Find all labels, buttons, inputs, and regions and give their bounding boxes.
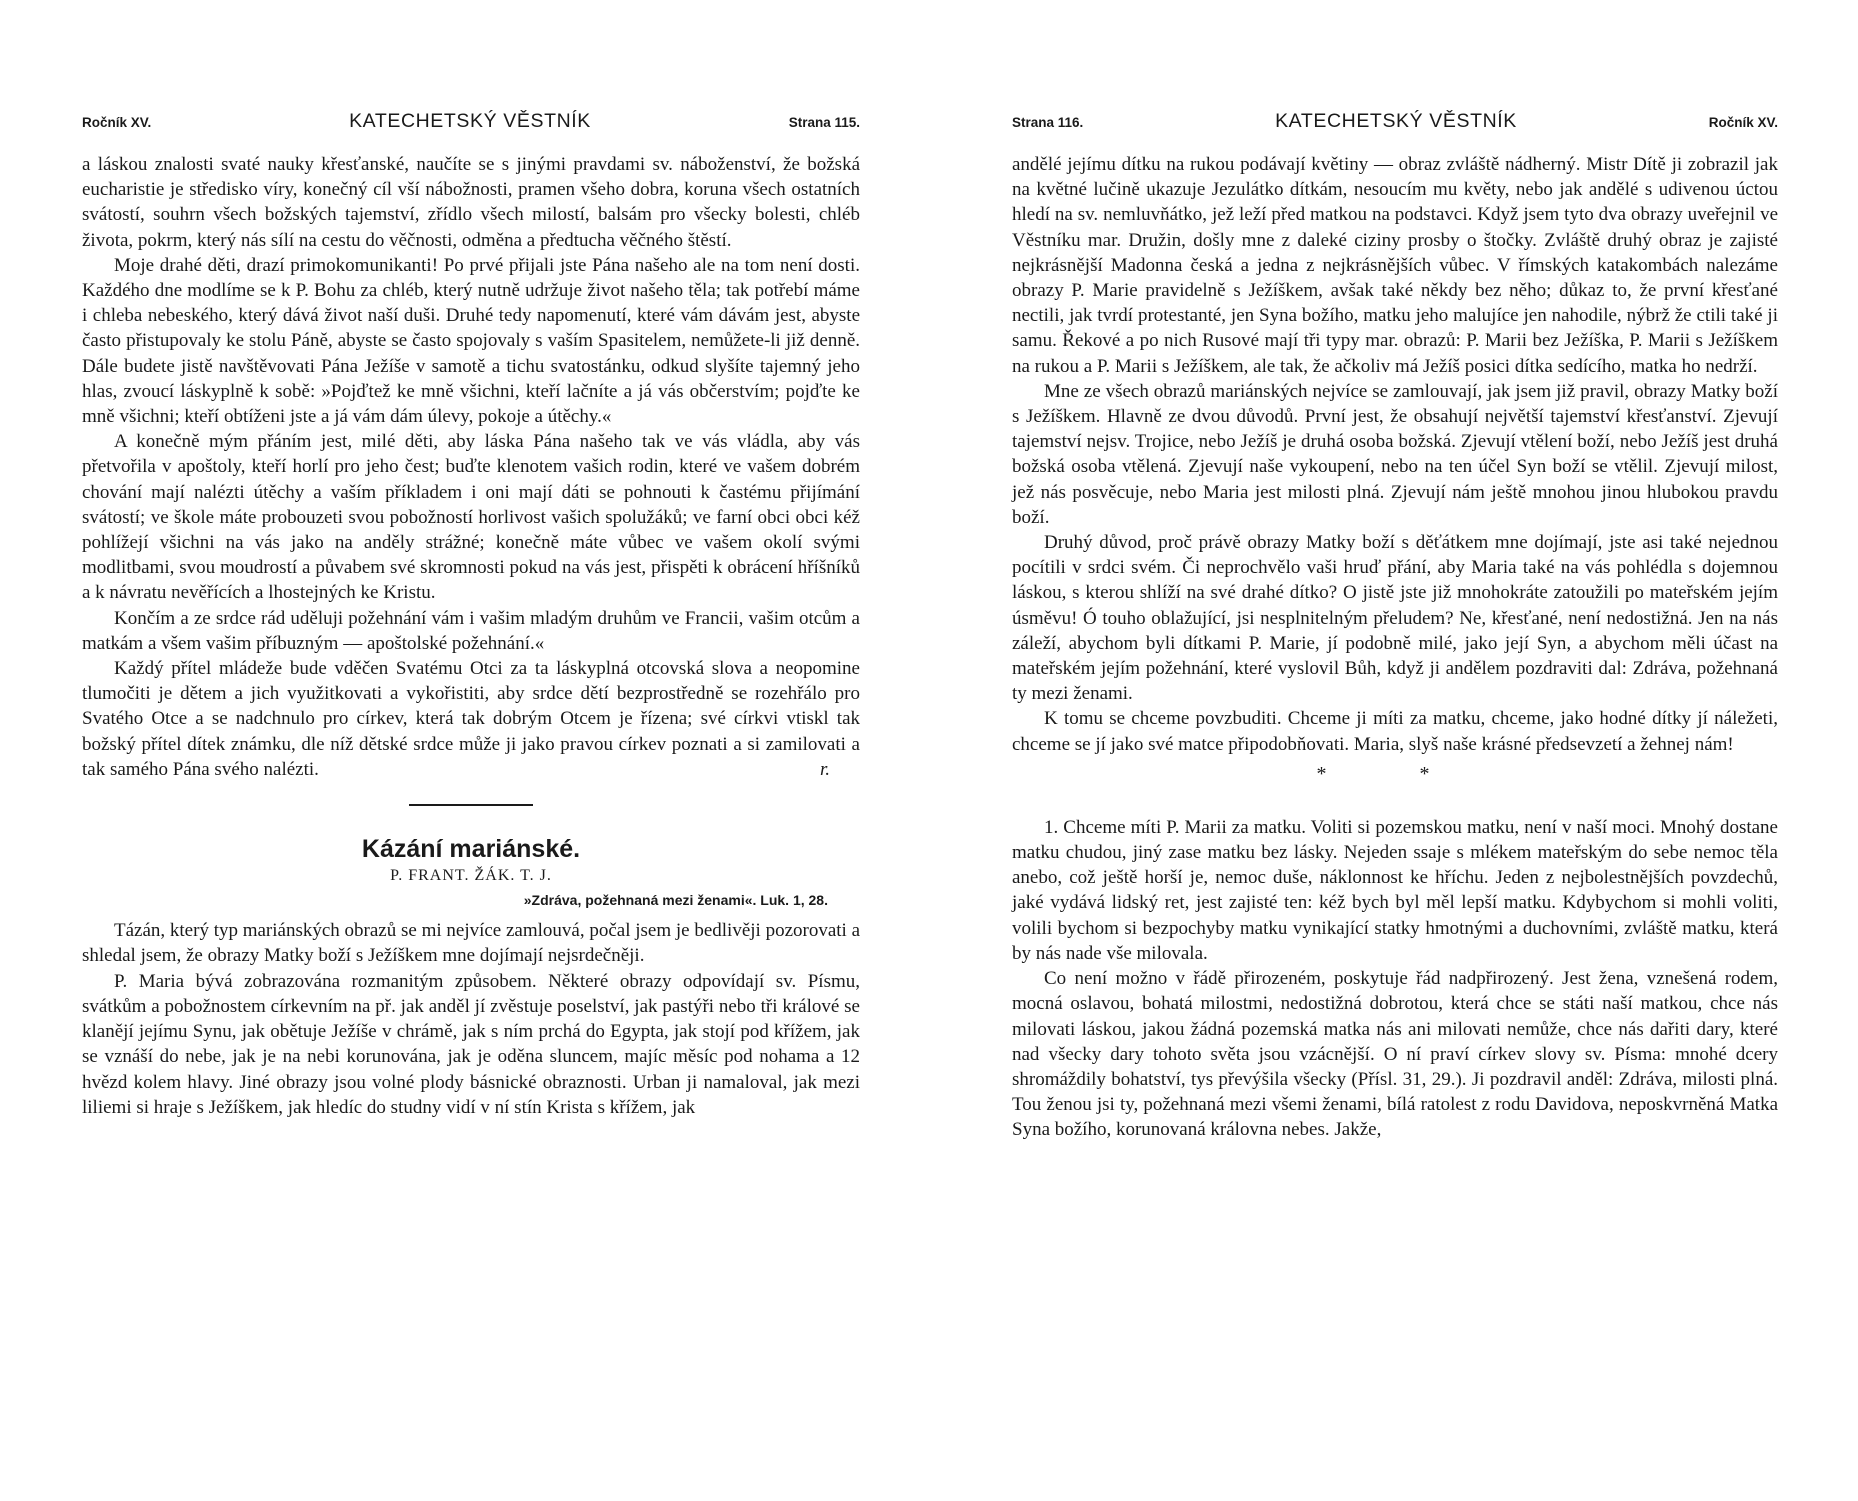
paragraph: Tázán, který typ mariánských obrazů se mi nejvíce zamlouvá, počal jsem je bedlivěji pozorovati a shledal jsem, že obrazy Matky boží s Ježíškem mne dojímají nejsrdečněji.: [82, 920, 861, 967]
paragraph: Mne ze všech obrazů mariánských nejvíce se zamlouvají, jak jsem již pravil, obrazy Matky boží s Ježíškem. Hlavně ze dvou důvodů. První jest, že obsahují největší tajemství křesťanství. Zjevují tajemství nejsv. Trojice, nebo Ježíš je druhá osoba božská. Zjevují vtělení boží, nebo Ježíš jest druhá božská osoba vtělená. Zjevují naše vykoupení, nebo na ten účel Syn boží se vtělil. Zjevují milost, jež nás posvěcuje, nebo Maria jest milosti plná. Zjevují nám ještě mnohou jinou hlubokou pravdu boží.: [1012, 380, 1778, 528]
sermon-title: Kázání mariánské.: [361, 835, 581, 864]
left-running-head: [82, 110, 860, 144]
paragraph: K tomu se chceme povzbuditi. Chceme ji míti za matku, chceme, jako hodné dítky jí náležeti, chceme se jí jako své matce připodobňovati. Maria, slyš naše krásné předsevzetí a žehnej nám!: [1012, 708, 1778, 755]
journal-title: KATECHETSKÝ VĚSTNÍK: [1275, 110, 1517, 132]
section-separator: * *: [1316, 762, 1474, 785]
paragraph: Co není možno v řádě přirozeném, poskytuje řád nadpřirozený. Jest žena, vznešená rodem, mocná oslavou, bohatá milostmi, nedostižná dobrotou, která chce se státi naší matkou, chce nás milovati láskou, jakou žádná pozemská matka nás ani milovati nemůže, chce nás dařiti dary, které nad všecky dary tohoto světa jsou vzácnější. O ní praví církev slovy sv. Písma: mnohé dcery shromáždily bohatství, tys převýšila všecky (Přísl. 31, 29.). Ji pozdravil anděl: Zdráva, milosti plná. Tou ženou jsi ty, požehnaná mezi všemi ženami, bílá ratolest z rodu Davidova, neposkvrněná Matka Syna božího, korunovaná královna nebes. Jakže,: [1012, 968, 1778, 1141]
left-page: [82, 110, 860, 1120]
sermon-author: P. FRANT. ŽÁK. T. J.: [390, 867, 552, 885]
paragraph: andělé jejímu dítku na rukou podávají květiny — obraz zvláště nádherný. Mistr Dítě ji zobrazil jak na květné lučině ukazuje Jezulátko dítkám, nesoucím mu květy, nebo jak andělé s udivenou úctou hledí na sv. nemluvňátko, jež leží před matkou na podstavci. Když jsem tyto dva obrazy uveřejnil ve Věstníku mar. Družin, došly mne z daleké ciziny prosby o štočky. Zvláště druhý obraz je zajisté nejkrásnější Madonna česká a jedna z nejkrásnějších vůbec. V římských katakombách nalezáme obrazy P. Marie pravidelně s Ježíškem, avšak také někdy bez něho; důkaz to, že první křesťané nectili, jak tvrdí protestanté, jen Syna božího, matku jeho malujíce jen nahodile, nýbrž že ctili také ji samu. Řekové a po nich Rusové mají tři typy mar. obrazů: P. Marii bez Ježíška, P. Marii s Ježíškem na rukou a P. Marii s Ježíškem, ale tak, že ačkoliv má Ježíš posici dítka sedícího, matka ho nedrží.: [1012, 154, 1778, 377]
section-divider: [409, 804, 533, 806]
paragraph: A konečně mým přáním jest, milé děti, aby láska Pána našeho tak ve vás vládla, aby vás přetvořila v apoštoly, kteří horlí pro jeho čest; buďte klenotem vašich rodin, které ve vašem dobrém chování mají nalézti útěchy a vaším příkladem i oni mají dáti se pohnouti k častému přijímání svátostí; ve škole máte probouzeti svou pobožností horlivost vašich spolužáků; ve farní obci obci kéž pohlížejí všichni na vás jako na anděly strážné; konečně máte vůbec ve vašem okolí svými modlitbami, svou moudrostí a půvabem své skromnosti pokud na vás jest, přispěti k obrácení hříšníků a k návratu nevěřících a lhostejných ke Kristu.: [82, 431, 860, 604]
paragraph: Druhý důvod, proč právě obrazy Matky boží s děťátkem mne dojímají, jste asi také nejednou pocítili v srdci svém. Či neprochvělo vaši hruď přání, aby Maria také na vás pohlédla s dojemnou láskou, s kterou shlíží na své drahé dítko? O jistě jste již mnohokráte zatoužili po mateřském jejím úsměvu! Ó touho oblažující, jsi nesplnitelným přeludem? Ne, křesťané, není nedostižná. Jen na nás záleží, abychom byli dítkami P. Marie, jí podobně milé, jako její Syn, a abychom měli účast na mateřském jejím požehnání, které vyslovil Bůh, když ji andělem pozdraviti dal: Zdráva, požehnaná ty mezi ženami.: [1012, 532, 1778, 705]
paragraph: 1. Chceme míti P. Marii za matku. Voliti si pozemskou matku, není v naší moci. Mnohý dostane matku chudou, jiný zase matku bez lásky. Nejeden ssaje s mlékem mateřským do sebe nemoc těla anebo, což ještě horší je, nemoc duše, náklonnost ke hříchu. Jeden z nejbolestnějších povzdechů, jaké vydává lidský ret, jest zajisté ten: kéž bych byl měl lepší matku. Kdybychom si mohli voliti, volili bychom si bezpochyby matku vynikající statky hmotnými a duchovními, zvláště matku, která by nás nade vše milovala.: [1012, 816, 1778, 964]
sermon-motto: »Zdráva, požehnaná mezi ženami«. Luk. 1, 28.: [523, 892, 828, 909]
right-running-head: [1012, 110, 1778, 144]
volume-label: Ročník XV.: [82, 115, 152, 130]
right-page: [1012, 110, 1778, 1143]
paragraph: Končím a ze srdce rád uděluji požehnání vám i vašim mladým druhům ve Francii, vašim otcům a matkám a všem vašim příbuzným — apoštolské požehnání.«: [82, 607, 860, 654]
volume-label: Ročník XV.: [1708, 115, 1778, 130]
paragraph: a láskou znalosti svaté nauky křesťanské, naučíte se s jinými pravdami sv. náboženství, že božská eucharistie je středisko víry, konečný cíl vší nábožnosti, pramen všeho dobra, koruna všech ostatních svátostí, souhrn všech božských tajemství, zřídlo všech milostí, balsám pro všecky bolesti, chléb života, pokrm, který nás sílí na cestu do věčnosti, odměna a předtucha věčného štěstí.: [82, 154, 860, 251]
page-number: Strana 115.: [788, 115, 860, 130]
journal-title: KATECHETSKÝ VĚSTNÍK: [349, 110, 591, 132]
paragraph: P. Maria bývá zobrazována rozmanitým způsobem. Některé obrazy odpovídají sv. Písmu, svátkům a pobožnostem církevním na př. jak anděl jí zvěstuje poselství, jak pastýři nebo tři králové se klanějí jejímu Synu, jak obětuje Ježíše v chrámě, jak s ním prchá do Egypta, jak stojí pod křížem, jak se vznáší do nebe, jak je na nebi korunována, jak je oděna sluncem, majíc měsíc pod nohama a 12 hvězd kolem hlavy. Jiné obrazy jsou volné plody básnické obraznosti. Urban ji namaloval, jak mezi liliemi si hraje s Ježíškem, jak hledíc do studny vidí v ní stín Krista s křížem, jak: [82, 970, 860, 1118]
paragraph: Každý přítel mládeže bude vděčen Svatému Otci za ta láskyplná otcovská slova a neopomine tlumočiti je dětem a jich využitkovati a vykořistiti, aby srdce dětí bezprostředně se rozehřálo pro Svatého Otce a se nadchnulo pro církev, která tak dobrým Otcem je řízena; své církvi vtiskl tak božský přítel dítek známku, dle níž dětské srdce může ji jako pravou církev poznati a si zamilovati a tak samého Pána svého nalézti.: [82, 658, 860, 780]
author-signature: r.: [819, 759, 830, 781]
page-number: Strana 116.: [1012, 115, 1084, 130]
paragraph: Moje drahé děti, drazí primokomunikanti! Po prvé přijali jste Pána našeho ale na tom není dosti. Každého dne modlíme se k P. Bohu za chléb, který nutně udržuje život našeho těla; tak potřebí máme i chleba nebeského, který dává život naší duši. Druhé tedy napomenutí, které vám dávám jest, abyste často přistupovaly ke stolu Páně, abyste se často spojovaly s vaším Spasitelem, nemůžete-li již denně. Dále budete jistě navštěvovati Pána Ježíše v samotě a tichu svatostánku, odkud slyšíte tajemný jeho hlas, zvoucí láskyplně k sobě: »Pojďtež ke mně všichni, kteří lačníte a já vás občerstvím; pojďte ke mně všichni; kteří obtíženi jste a já vám dám úlevy, pokoje a útěchy.«: [82, 254, 860, 428]
